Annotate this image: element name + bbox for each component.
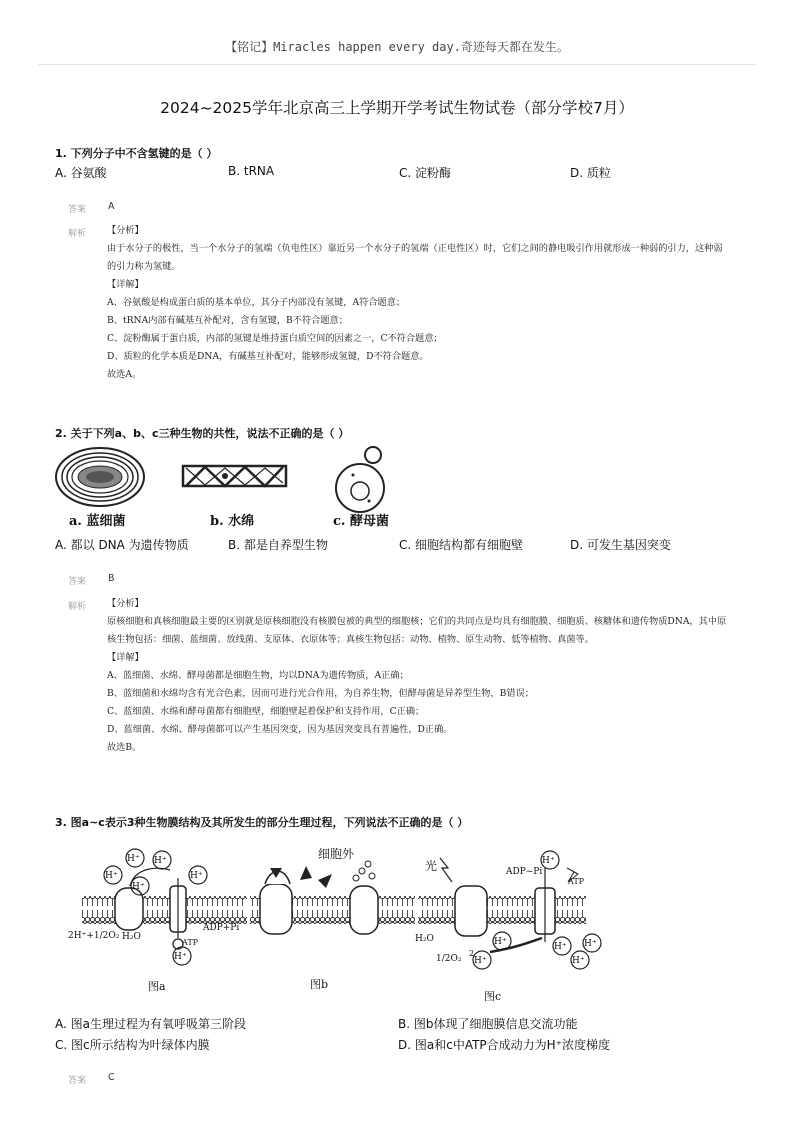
q2-organism-figure [55, 443, 415, 533]
q3-option-c[interactable]: C. 图c所示结构为叶绿体内膜 [55, 1038, 210, 1052]
figure-label-b: b. 水绵 [210, 514, 255, 529]
fig-a-hplus-2: H⁺ [154, 856, 167, 866]
page-header-motto: 【铭记】Miracles happen every day.奇迹每天都在发生。 [225, 40, 569, 54]
q1-answer-value: A [108, 201, 115, 212]
q2-option-d[interactable]: D. 可发生基因突变 [570, 538, 671, 552]
fig-a-label: 图a [148, 980, 166, 993]
fig-b-label: 图b [310, 978, 329, 991]
q1-analysis-line: 由于水分子的极性，当一个水分子的氢端（负电性区）靠近另一个水分子的氢端（正电性区）时，它们之间的静电吸引作用就形成一种弱的引力，这种弱的引力称为氢键。 [107, 243, 723, 272]
q1-analysis-line: 【详解】 [107, 279, 144, 290]
fig-a-atp: ATP [182, 938, 199, 947]
q1-analysis-line: C、淀粉酶属于蛋白质，内部的氢键是维持蛋白质空间的因素之一，C不符合题意； [107, 333, 443, 344]
q2-option-c[interactable]: C. 细胞结构都有细胞壁 [399, 538, 524, 552]
fig-c-adp: ADP~Pi [506, 867, 543, 877]
q2-answer-value: B [108, 573, 115, 584]
q2-option-b[interactable]: B. 都是自养型生物 [228, 538, 328, 552]
fig-c-hplus-6: H⁺ [572, 956, 585, 966]
q2-analysis-line: 【分析】 [107, 598, 144, 609]
q3-option-d[interactable]: D. 图a和c中ATP合成动力为H⁺浓度梯度 [398, 1038, 611, 1052]
fig-a-hplus-1: H⁺ [127, 854, 140, 864]
q2-analysis-line: 【详解】 [107, 652, 144, 663]
q3-option-b[interactable]: B. 图b体现了细胞膜信息交流功能 [398, 1017, 578, 1031]
fig-a-hplus-3: H⁺ [105, 871, 118, 881]
q1-analysis-line: D、质粒的化学本质是DNA，有碱基互补配对，能够形成氢键，D不符合题意。 [107, 351, 429, 362]
q2-analysis-line: 故选B。 [107, 742, 142, 753]
q1-option-c[interactable]: C. 淀粉酶 [399, 166, 452, 180]
fig-a-adp: ADP+Pi [203, 923, 240, 933]
fig-c-subscript: 2 [469, 949, 475, 958]
q1-option-d[interactable]: D. 质粒 [570, 166, 611, 180]
q3-answer-value: C [108, 1072, 115, 1083]
q2-analysis-label: 解析 [68, 602, 87, 612]
q1-analysis-label: 解析 [68, 229, 87, 239]
cyanobacteria-illustration [56, 448, 144, 506]
q2-analysis-line: D、蓝细菌、水绵、酵母菌都可以产生基因突变，因为基因突变具有普遍性，D正确。 [107, 724, 453, 735]
q2-analysis [107, 595, 727, 757]
fig-c-hplus-5: H⁺ [584, 939, 597, 949]
fig-b-outside: 细胞外 [318, 847, 355, 861]
fig-c-light: 光 [425, 859, 438, 873]
q2-option-a[interactable]: A. 都以 DNA 为遗传物质 [55, 538, 189, 552]
spirogyra-illustration [183, 466, 286, 486]
fig-a-formula: 2H⁺+1/2O₂ [68, 931, 120, 941]
q1-analysis [107, 222, 727, 384]
q2-analysis-line: C、蓝细菌、水绵和酵母菌都有细胞壁，细胞壁起着保护和支持作用，C正确； [107, 706, 425, 717]
fig-c-atp: ATP [568, 877, 585, 886]
q2-analysis-line: B、蓝细菌和水绵均含有光合色素，因而可进行光合作用，为自养生物，但酵母菌是异养型生物，B错误； [107, 688, 534, 699]
q2-answer-label: 答案 [68, 577, 87, 587]
figure-label-a: a. 蓝细菌 [69, 514, 126, 529]
fig-a-water: H₂O [122, 932, 141, 942]
fig-c-label: 图c [484, 990, 502, 1003]
question-1-stem: 1. 下列分子中不含氢键的是（ ） [55, 147, 218, 160]
q1-analysis-line: 故选A。 [107, 369, 142, 380]
q1-option-a[interactable]: A. 谷氨酸 [55, 166, 107, 180]
q3-answer-label: 答案 [68, 1076, 87, 1086]
q3-membrane-figure [60, 838, 620, 1008]
fig-c-hplus-1: H⁺ [542, 856, 555, 866]
question-3-options [55, 1015, 755, 1055]
q1-analysis-line: B、tRNA内部有碱基互补配对，含有氢键，B不符合题意； [107, 315, 348, 326]
figure-b-membrane [250, 861, 415, 934]
fig-a-hplus-6: H⁺ [174, 952, 187, 962]
fig-a-hplus-5: H⁺ [190, 871, 203, 881]
yeast-illustration [336, 447, 384, 512]
q1-answer-label: 答案 [68, 205, 87, 215]
fig-c-water: H₂O [415, 934, 434, 944]
question-3-stem: 3. 图a~c表示3种生物膜结构及其所发生的部分生理过程，下列说法不正确的是（ ） [55, 816, 469, 829]
q2-analysis-line: 原核细胞和真核细胞最主要的区别就是原核细胞没有核膜包被的典型的细胞核；它们的共同点是均具有细胞膜、细胞质、核糖体和遗传物质DNA，其中原核生物包括：细菌、蓝细菌、放线菌、支原体、衣原体等；真核生物包括：动物、植物、原生动物、低等植物、真菌等。 [107, 616, 727, 645]
header-divider [38, 64, 756, 65]
q1-analysis-line: 【分析】 [107, 225, 144, 236]
question-2-stem: 2. 关于下列a、b、c三种生物的共性，说法不正确的是（ ） [55, 427, 350, 440]
figure-label-c: c. 酵母菌 [333, 514, 389, 529]
q1-analysis-line: A、谷氨酸是构成蛋白质的基本单位，其分子内部没有氢键，A符合题意； [107, 297, 406, 308]
fig-c-hplus-3: H⁺ [474, 956, 487, 966]
fig-a-hplus-4: H⁺ [132, 882, 145, 892]
fig-c-hplus-4: H⁺ [554, 942, 567, 952]
fig-c-half-o2: 1/2O₂ [436, 954, 462, 964]
q2-analysis-line: A、蓝细菌、水绵、酵母菌都是细胞生物，均以DNA为遗传物质，A正确； [107, 670, 409, 681]
exam-title: 2024~2025学年北京高三上学期开学考试生物试卷（部分学校7月） [160, 99, 634, 117]
fig-c-hplus-2: H⁺ [494, 937, 507, 947]
q1-option-b[interactable]: B. tRNA [228, 164, 275, 178]
q3-option-a[interactable]: A. 图a生理过程为有氧呼吸第三阶段 [55, 1017, 246, 1031]
